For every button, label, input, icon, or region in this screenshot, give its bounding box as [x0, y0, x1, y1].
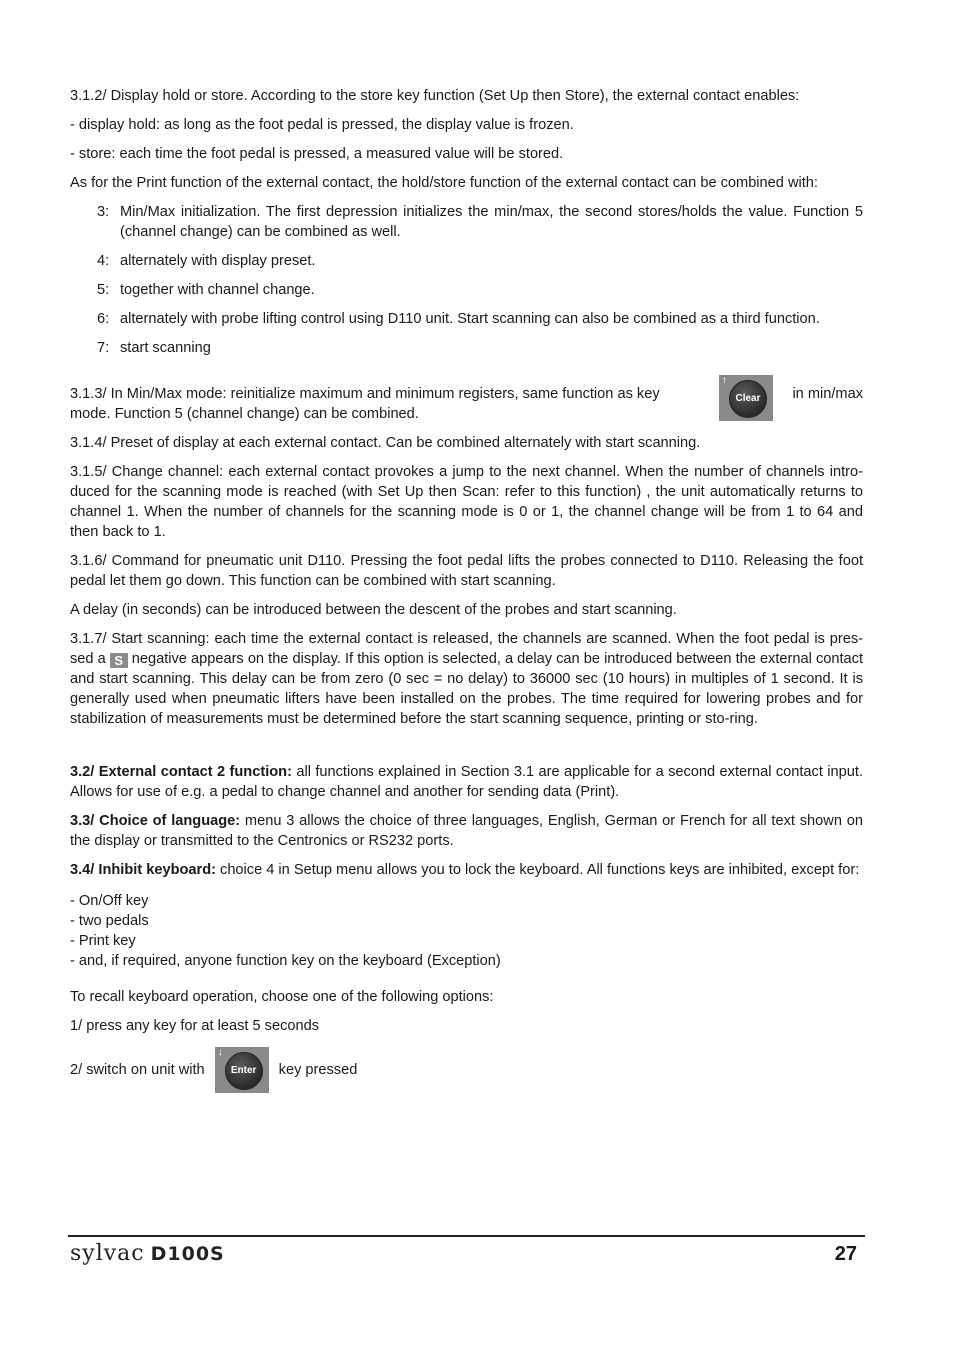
enter-key-icon — [215, 1047, 269, 1093]
arrow-up-icon: ↑ — [722, 375, 727, 386]
exceptions-list — [70, 891, 863, 971]
para-3-3: 3.3/ Choice of language: menu 3 allows the choice of three languages, English, German or French for all text shown on the display or transmitted to the Centronics or RS232 ports. — [70, 813, 863, 849]
options-list — [70, 202, 863, 358]
brand-logo: sylvac D100S — [70, 1241, 225, 1266]
enter-key-label: Enter — [225, 1052, 263, 1090]
heading-3-3: 3.3/ Choice of language: — [70, 813, 241, 829]
model-name: D100S — [150, 1243, 225, 1265]
para-3-1-5: 3.1.5/ Change channel: each external contact provokes a jump to the next channel. When the number of channels intro-duced for the scanning mode is reached (with Set Up then Scan: refer to this function) , the unit automatically returns to channel 1. When the number of channels for the scanning mode is 0 or 1, the channel change will be from 1 to 64 and then back to 1. — [70, 464, 863, 540]
para-3-1-6: 3.1.6/ Command for pneumatic unit D110. Pressing the foot pedal lifts the probes connected to D110. Releasing the foot pedal let them go down. This function can be combined with start scanning. — [70, 553, 863, 589]
para-display-hold: - display hold: as long as the foot pedal is pressed, the display value is frozen. — [70, 117, 574, 133]
list-item: - two pedals — [70, 913, 149, 929]
arrow-down-icon: ↓ — [217, 1047, 223, 1058]
heading-3-2: 3.2/ External contact 2 function: — [70, 764, 292, 780]
clear-key-label: Clear — [729, 380, 767, 418]
para-3-1-3-suffix: in min/max — [792, 386, 863, 402]
list-item: 4: alternately with display preset. — [97, 253, 316, 269]
list-item: - and, if required, anyone function key on the keyboard (Exception) — [70, 953, 501, 969]
list-item: - Print key — [70, 933, 136, 949]
para-3-1-3-text: 3.1.3/ In Min/Max mode: reinitialize maximum and minimum registers, same function as key — [70, 386, 660, 402]
footer-divider — [68, 1235, 865, 1237]
para-3-1-3 — [70, 375, 863, 424]
para-option-1: 1/ press any key for at least 5 seconds — [70, 1018, 320, 1034]
para-3-1-3-line2: mode. Function 5 (channel change) can be combined. — [70, 406, 419, 422]
list-item: 6: alternately with probe lifting control using D110 unit. Start scanning can also be combined as a third function. — [97, 311, 820, 327]
list-item: - On/Off key — [70, 893, 149, 909]
document-body — [70, 86, 863, 1093]
clear-key-icon — [719, 375, 773, 421]
list-item: 7: start scanning — [97, 340, 211, 356]
list-item: 3: Min/Max initialization. The first depression initializes the min/max, the second stores/holds the value. Function 5 (channel change) can be combined as well. — [97, 204, 863, 240]
para-3-2: 3.2/ External contact 2 function: all functions explained in Section 3.1 are applicable for a second external contact input. Allows for use of e.g. a pedal to change channel and another for sending data (Print). — [70, 764, 863, 800]
para-as-for-print: As for the Print function of the external contact, the hold/store function of the external contact can be combined with: — [70, 175, 818, 191]
para-3-1-4: 3.1.4/ Preset of display at each external contact. Can be combined alternately with start scanning. — [70, 435, 701, 451]
page-number: 27 — [834, 1243, 857, 1265]
para-3-1-7: 3.1.7/ Start scanning: each time the external contact is released, the channels are scanned. When the foot pedal is pres-sed a S negative appears on the display. If this option is selected, a delay can be introduced between the external contact and start scanning. This delay can be from zero (0 sec = no delay) to 36000 sec (10 hours) in multiples of 1 second. It is generally used when pneumatic lifters have been installed on the probes. The time required for lowering probes and for stabilization of measurements must be determined before the start scanning sequence, printing or sto-ring. — [70, 631, 863, 727]
list-item: 5: together with channel change. — [97, 282, 315, 298]
para-3-4: 3.4/ Inhibit keyboard: choice 4 in Setup menu allows you to lock the keyboard. All functions keys are inhibited, except for: — [70, 862, 860, 878]
para-3-1-2: 3.1.2/ Display hold or store. According to the store key function (Set Up then Store), the external contact enables: — [70, 88, 800, 104]
para-store: - store: each time the foot pedal is pressed, a measured value will be stored. — [70, 146, 564, 162]
para-option-2: 2/ switch on unit with ↓ Enter key pressed — [70, 1047, 863, 1093]
scan-symbol-icon: S — [110, 653, 128, 668]
para-recall: To recall keyboard operation, choose one of the following options: — [70, 989, 494, 1005]
para-delay: A delay (in seconds) can be introduced between the descent of the probes and start scanning. — [70, 602, 677, 618]
heading-3-4: 3.4/ Inhibit keyboard: — [70, 862, 216, 878]
